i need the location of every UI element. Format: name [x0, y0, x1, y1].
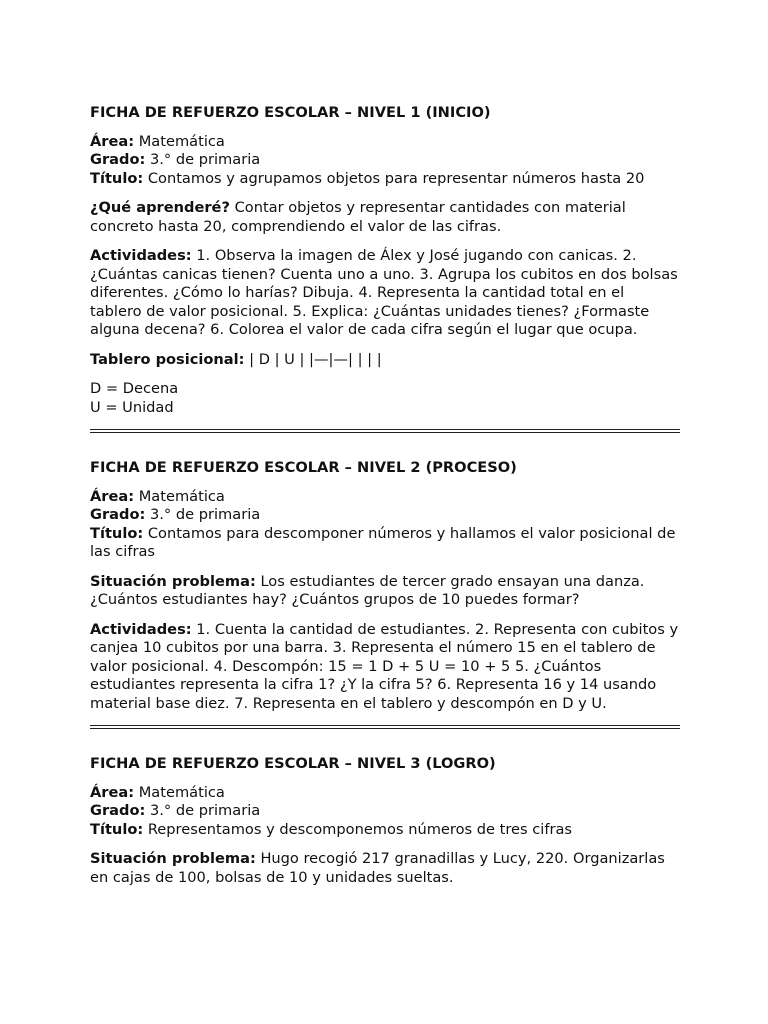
titulo-label: Título:: [90, 524, 144, 542]
actividades-text: 1. Cuenta la cantidad de estudiantes. 2. Representa con cubitos y canjea 10 cubitos por una barra. 3. Representa el número 15 en el tablero de valor posicional. 4. Descompón: 15 = 1 D + 5 U = 10 + 5 5. ¿Cuántos estudiantes representa la cifra 1? ¿Y la cifra 5? 6. Representa 16 y 14 usando material base diez. 7. Representa en el tablero y descompón en D y U.: [90, 620, 679, 712]
situacion-label: Situación problema:: [90, 572, 256, 590]
situacion-paragraph: [90, 850, 680, 887]
que-aprendere-text: Contar objetos y representar cantidades con material concreto hasta 20, comprendiendo el valor de las cifras.: [90, 199, 626, 235]
grado-label: Grado:: [90, 802, 146, 819]
document-body: [90, 104, 680, 887]
situacion-paragraph: [90, 573, 680, 610]
area-line: [90, 488, 680, 507]
ficha-title: FICHA DE REFUERZO ESCOLAR – NIVEL 1 (INICIO): [90, 104, 491, 121]
area-label: Área:: [90, 783, 135, 801]
actividades-text: 1. Observa la imagen de Álex y José jugando con canicas. 2. ¿Cuántas canicas tienen? Cuenta uno a uno. 3. Agrupa los cubitos en dos bolsas diferentes. ¿Cómo lo harías? Dibuja. 4. Representa la cantidad total en el tablero de valor posicional. 5. Explica: ¿Cuántas unidades tienes? ¿Formaste alguna decena? 6. Colorea el valor de cada cifra según el lugar que ocupa.: [90, 247, 678, 338]
grado-label: Grado:: [90, 506, 146, 523]
tablero-paragraph: [90, 351, 680, 370]
area-label: Área:: [90, 487, 135, 505]
ficha-nivel-3: [90, 755, 680, 887]
area-value: Matemática: [138, 783, 225, 801]
que-aprendere-label: ¿Qué aprenderé?: [90, 199, 230, 216]
titulo-value: Representamos y descomponemos números de tres cifras: [147, 820, 573, 838]
situacion-text: Hugo recogió 217 granadillas y Lucy, 220. Organizarlas en cajas de 100, bolsas de 10 y unidades sueltas.: [90, 850, 665, 886]
que-aprendere-paragraph: [90, 199, 680, 236]
grado-line: [90, 151, 680, 170]
section-divider: [90, 429, 680, 433]
grado-value: 3.° de primaria: [149, 802, 261, 819]
area-label: Área:: [90, 132, 135, 150]
grado-line: [90, 802, 680, 821]
tablero-label: Tablero posicional:: [90, 350, 245, 368]
actividades-paragraph: [90, 247, 680, 340]
ficha-nivel-2: [90, 459, 680, 713]
titulo-line: [90, 170, 680, 189]
grado-value: 3.° de primaria: [149, 151, 261, 168]
area-value: Matemática: [138, 487, 225, 505]
actividades-label: Actividades:: [90, 247, 192, 264]
legend-block: [90, 380, 680, 417]
ficha-title: FICHA DE REFUERZO ESCOLAR – NIVEL 3 (LOGRO): [90, 755, 496, 772]
titulo-label: Título:: [90, 820, 144, 838]
titulo-value: Contamos y agrupamos objetos para representar números hasta 20: [147, 169, 645, 187]
grado-line: [90, 506, 680, 525]
ficha-title: FICHA DE REFUERZO ESCOLAR – NIVEL 2 (PROCESO): [90, 459, 517, 476]
titulo-line: [90, 525, 680, 562]
ficha-nivel-1: [90, 104, 680, 417]
situacion-text: Los estudiantes de tercer grado ensayan una danza. ¿Cuántos estudiantes hay? ¿Cuántos grupos de 10 puedes formar?: [90, 572, 645, 608]
titulo-label: Título:: [90, 169, 144, 187]
area-line: [90, 133, 680, 152]
tablero-text: | D | U | |—|—| | | |: [249, 350, 382, 368]
titulo-line: [90, 821, 680, 840]
section-divider: [90, 725, 680, 729]
actividades-paragraph: [90, 621, 680, 714]
situacion-label: Situación problema:: [90, 850, 256, 867]
grado-label: Grado:: [90, 151, 146, 168]
actividades-label: Actividades:: [90, 620, 192, 638]
area-value: Matemática: [138, 132, 225, 150]
legend-unidad: U = Unidad: [90, 398, 174, 416]
area-line: [90, 784, 680, 803]
grado-value: 3.° de primaria: [149, 506, 261, 523]
legend-decena: D = Decena: [90, 380, 179, 397]
titulo-value: Contamos para descomponer números y hallamos el valor posicional de las cifras: [90, 524, 676, 560]
